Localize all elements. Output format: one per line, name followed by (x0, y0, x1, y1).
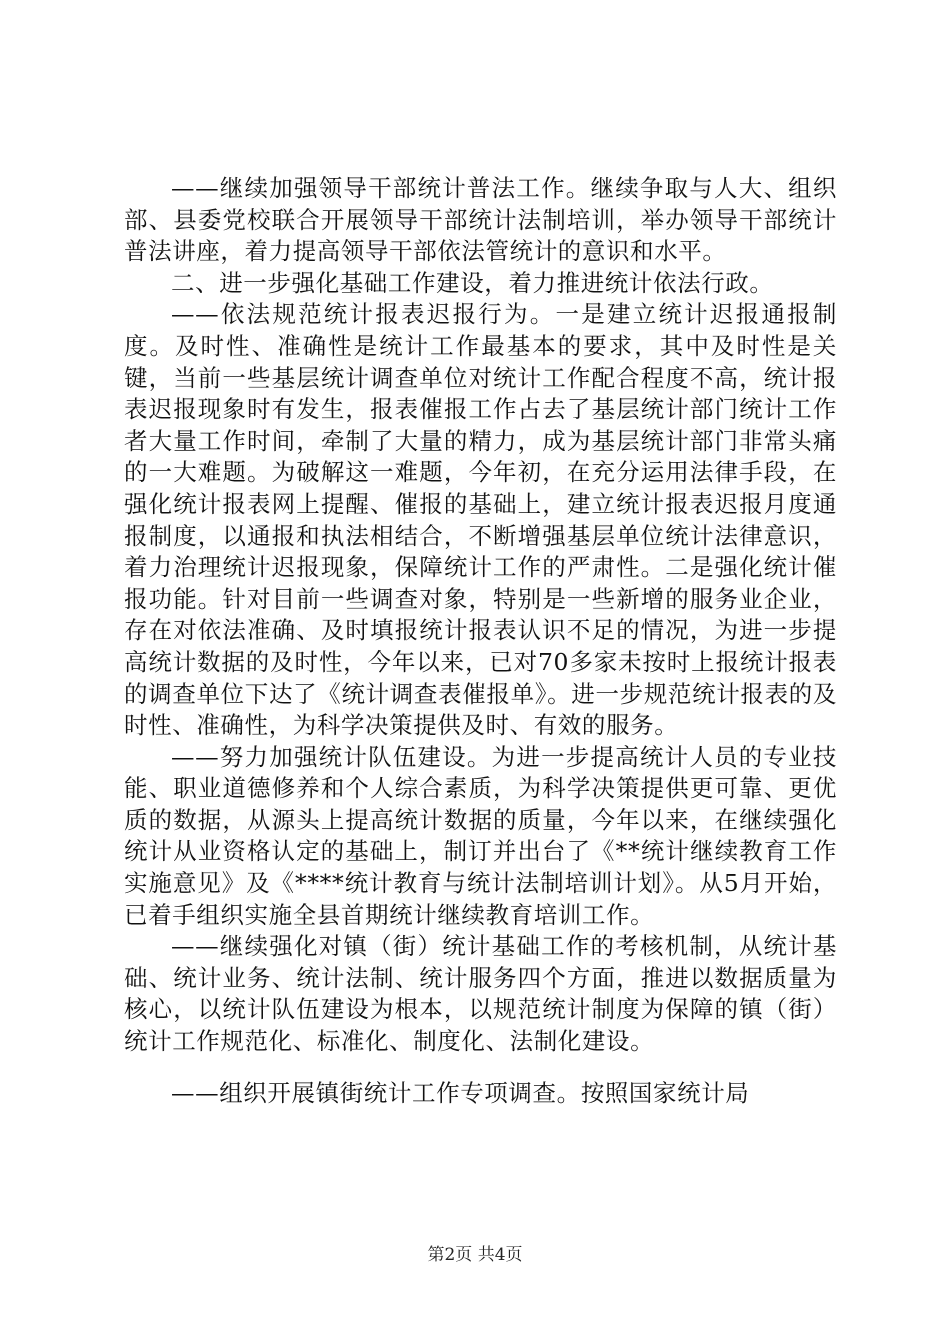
page-total: 共4页 (477, 1245, 523, 1265)
paragraph-leader-law-education: ——继续加强领导干部统计普法工作。继续争取与人大、组织部、县委党校联合开展领导干部统计法制培训，举办领导干部统计普法讲座，着力提高领导干部依法管统计的意识和水平。 (124, 174, 837, 266)
paragraph-town-assessment: ——继续强化对镇（街）统计基础工作的考核机制，从统计基础、统计业务、统计法制、统计服务四个方面，推进以数据质量为核心，以统计队伍建设为根本，以规范统计制度为保障的镇（街）统计工作规范化、标准化、制度化、法制化建设。 (124, 932, 837, 1056)
paragraph-team-building: ——努力加强统计队伍建设。为进一步提高统计人员的专业技能、职业道德修养和个人综合素质，为科学决策提供更可靠、更优质的数据，从源头上提高统计数据的质量，今年以来，在继续强化统计从业资格认定的基础上，制订并出台了《**统计继续教育工作实施意见》及《****统计教育与统计法制培训计划》。从5月开始，已着手组织实施全县首期统计继续教育培训工作。 (124, 742, 837, 929)
document-body (124, 173, 837, 1109)
paragraph-special-survey: ——组织开展镇街统计工作专项调查。按照国家统计局 (171, 1078, 750, 1107)
page-footer (0, 1244, 950, 1266)
paragraph-late-report-regulation: ——依法规范统计报表迟报行为。一是建立统计迟报通报制度。及时性、准确性是统计工作最基本的要求，其中及时性是关键，当前一些基层统计调查单位对统计工作配合程度不高，统计报表迟报现象时有发生，报表催报工作占去了基层统计部门统计工作者大量工作时间，牵制了大量的精力，成为基层统计部门非常头痛的一大难题。为破解这一难题，今年初，在充分运用法律手段，在强化统计报表网上提醒、催报的基础上，建立统计报表迟报月度通报制度，以通报和执法相结合，不断增强基层单位统计法律意识，着力治理统计迟报现象，保障统计工作的严肃性。二是强化统计催报功能。针对目前一些调查对象，特别是一些新增的服务业企业，存在对依法准确、及时填报统计报表认识不足的情况，为进一步提高统计数据的及时性，今年以来，已对70多家未按时上报统计报表的调查单位下达了《统计调查表催报单》。进一步规范统计报表的及时性、准确性，为科学决策提供及时、有效的服务。 (124, 300, 837, 740)
section-heading-two: 二、进一步强化基础工作建设，着力推进统计依法行政。 (171, 268, 774, 297)
page-number: 第2页 (427, 1245, 473, 1265)
